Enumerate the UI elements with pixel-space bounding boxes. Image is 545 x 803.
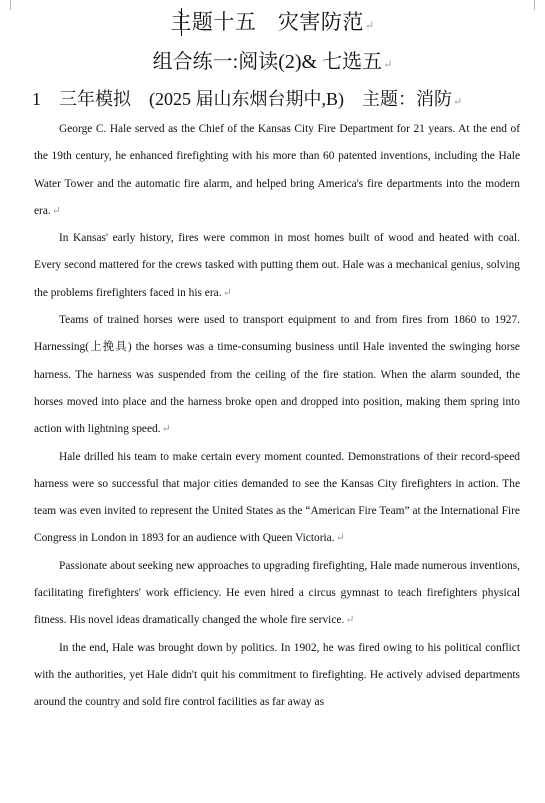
- passage-paragraph-text: Passionate about seeking new approaches to upgrading firefighting, Hale made numerous inventions, facilitating firefighters' work efficiency. He even hired a circus gymnast to teach firefighters physical fitness. His novel ideas dramatically changed the whole fire service.: [34, 559, 520, 627]
- passage-paragraph[interactable]: [34, 116, 520, 225]
- passage-paragraph[interactable]: [34, 225, 520, 307]
- paragraph-mark-icon: ↵: [51, 204, 61, 217]
- passage-paragraph-text: George C. Hale served as the Chief of the Kansas City Fire Department for 21 years. At the end of the 19th century, he enhanced firefighting with his more than 60 patented inventions, including the Hale Water Tower and the automatic fire alarm, and helped bring America's fire departments into the modern era.: [34, 123, 520, 217]
- section-heading-text: 三年模拟 (2025 届山东烟台期中,B) 主题：消防: [59, 89, 452, 109]
- section-heading[interactable]: [32, 86, 535, 115]
- passage-paragraph-text: Hale drilled his team to make certain every moment counted. Demonstrations of their record-speed harness were so successful that major cities demanded to see the Kansas City firefighters in action. The team was even invited to represent the United States as the “American Fire Team” at the International Fire Congress in London in 1893 for an audience with Queen Victoria.: [34, 450, 520, 545]
- document-title-text: 主题十五 灾害防范: [170, 10, 364, 34]
- document-title[interactable]: [0, 8, 545, 40]
- passage-paragraph[interactable]: [34, 444, 520, 553]
- passage-paragraph-text: In the end, Hale was brought down by politics. In 1902, he was fired owing to his political conflict with the authorities, yet Hale didn't quit his commitment to firefighting. He actively advised departments around the country and sold fire control facilities as far away as: [34, 641, 520, 709]
- passage-paragraph-text: Teams of trained horses were used to transport equipment to and from fires from 1860 to 1927. Harnessing(上挽具) the horses was a time-consuming business until Hale invented the swinging horse harness. The harness was suspended from the ceiling of the fire station. When the alarm sounded, the horses moved into place and the harness broke open and dropped into position, making them spring into action with lightning speed.: [34, 314, 520, 436]
- document-subtitle-text: 组合练一:阅读(2)& 七选五: [152, 51, 383, 73]
- passage-paragraph[interactable]: [34, 553, 520, 635]
- reading-passage: [34, 116, 520, 717]
- paragraph-mark-icon: ↵: [345, 614, 355, 627]
- paragraph-mark-icon: ↵: [222, 286, 232, 299]
- paragraph-mark-icon: ↵: [453, 96, 463, 108]
- passage-paragraph[interactable]: [34, 307, 520, 443]
- section-number: 1: [32, 89, 41, 109]
- paragraph-mark-icon: ↵: [335, 532, 345, 545]
- paragraph-mark-icon: ↵: [383, 59, 393, 71]
- passage-paragraph[interactable]: [34, 635, 520, 717]
- passage-paragraph-text: In Kansas' early history, fires were common in most homes built of wood and heated with coal. Every second mattered for the crews tasked with putting them out. Hale was a mechanical genius, solving the problems firefighters faced in his era.: [34, 232, 520, 299]
- paragraph-mark-icon: ↵: [161, 423, 171, 436]
- document-subtitle[interactable]: [0, 48, 545, 79]
- paragraph-mark-icon: ↵: [364, 20, 375, 32]
